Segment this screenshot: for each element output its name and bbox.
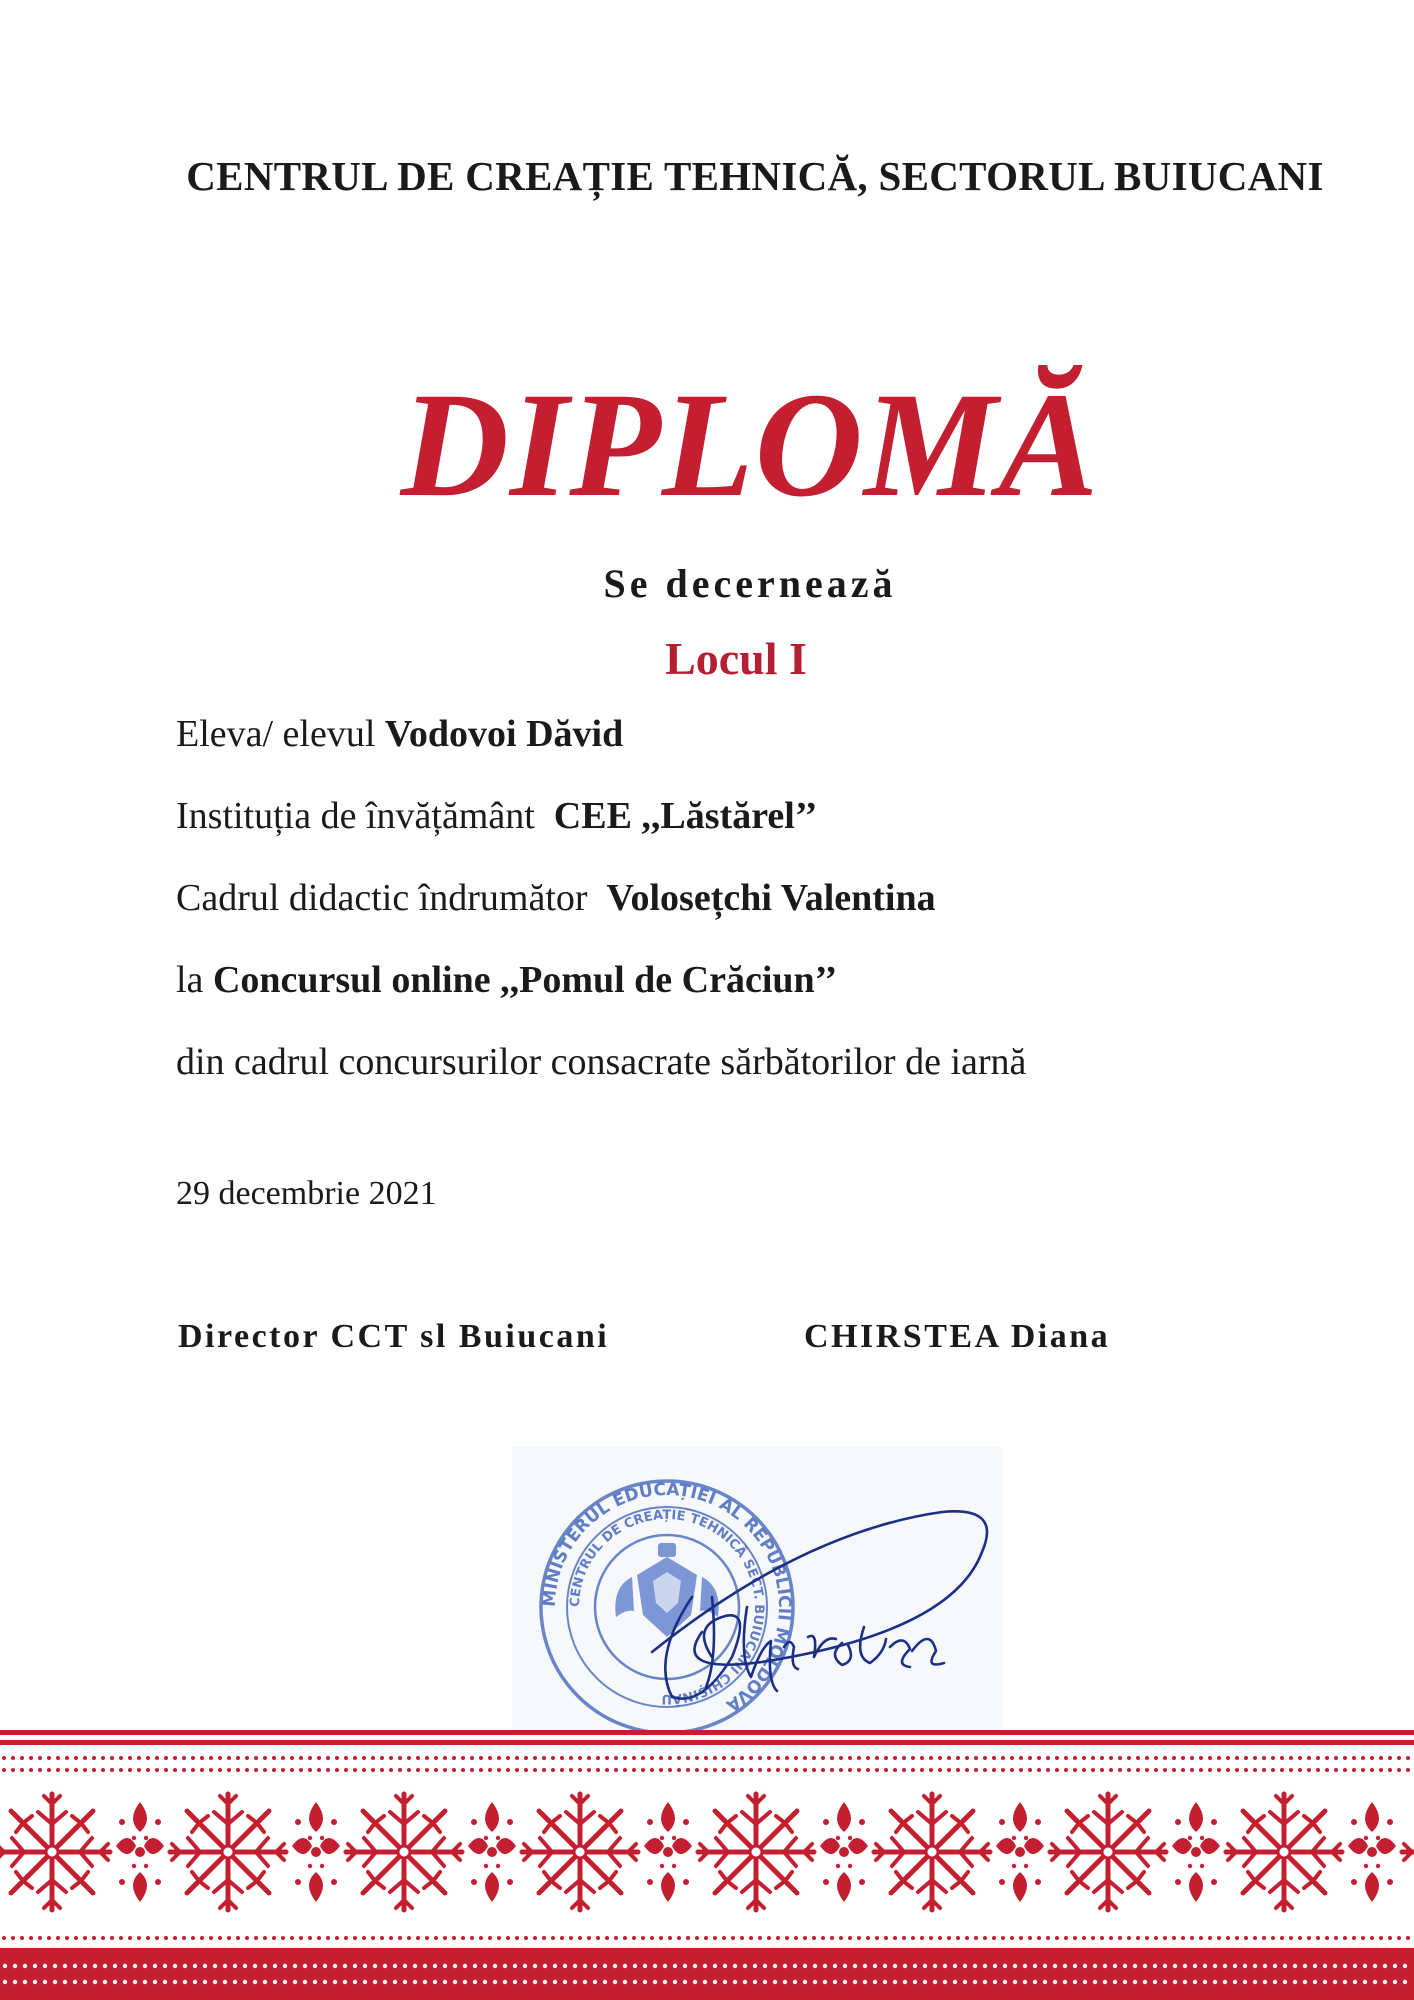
award-date: 29 decembrie 2021	[176, 1175, 437, 1212]
contest-prefix: la	[176, 959, 213, 1001]
contest-line	[176, 958, 837, 1002]
institution-name: CENTRUL DE CREAȚIE TEHNICĂ, SECTORUL BUIUCANI	[186, 153, 1324, 199]
diploma-title: DIPLOMĂ	[400, 362, 1100, 528]
teacher-name: Volosețchi Valentina	[606, 877, 936, 919]
signature: Chirstea	[512, 1447, 516, 1448]
teacher-line	[176, 876, 936, 920]
contest-name: Concursul online ,,Pomul de Crăciun’’	[212, 959, 838, 1001]
context-line: din cadrul concursurilor consacrate sărbătorilor de iarnă	[176, 1041, 1027, 1083]
decorative-border	[0, 1730, 1414, 2000]
stamp-seal-icon	[512, 1447, 1002, 1732]
director-name: CHIRSTEA Diana	[804, 1318, 1111, 1355]
stamp-and-signature	[512, 1447, 1002, 1732]
director-title: Director CCT sl Buiucani	[178, 1318, 610, 1355]
snowflake-border-icon	[0, 1730, 1414, 2000]
place-award: Locul I	[665, 633, 807, 684]
student-name: Vodovoi Dăvid	[384, 713, 624, 755]
awarded-text: Se decernează	[603, 561, 897, 606]
teacher-label: Cadrul didactic îndrumător	[176, 877, 607, 919]
stamp-outer-text: MINISTERUL EDUCAȚIEI AL REPUBLICII MOLDOVA	[539, 1479, 795, 1716]
student-line	[176, 712, 623, 756]
school-line	[176, 794, 817, 838]
school-name: CEE ,,Lăstărel’’	[553, 795, 818, 837]
school-label: Instituția de învățământ	[176, 795, 554, 837]
student-label: Eleva/ elevul	[176, 713, 385, 755]
stamp-inner-text: CENTRUL DE CREAȚIE TEHNICĂ SECT. BUIUCANI CHIȘINĂU	[567, 1507, 767, 1707]
